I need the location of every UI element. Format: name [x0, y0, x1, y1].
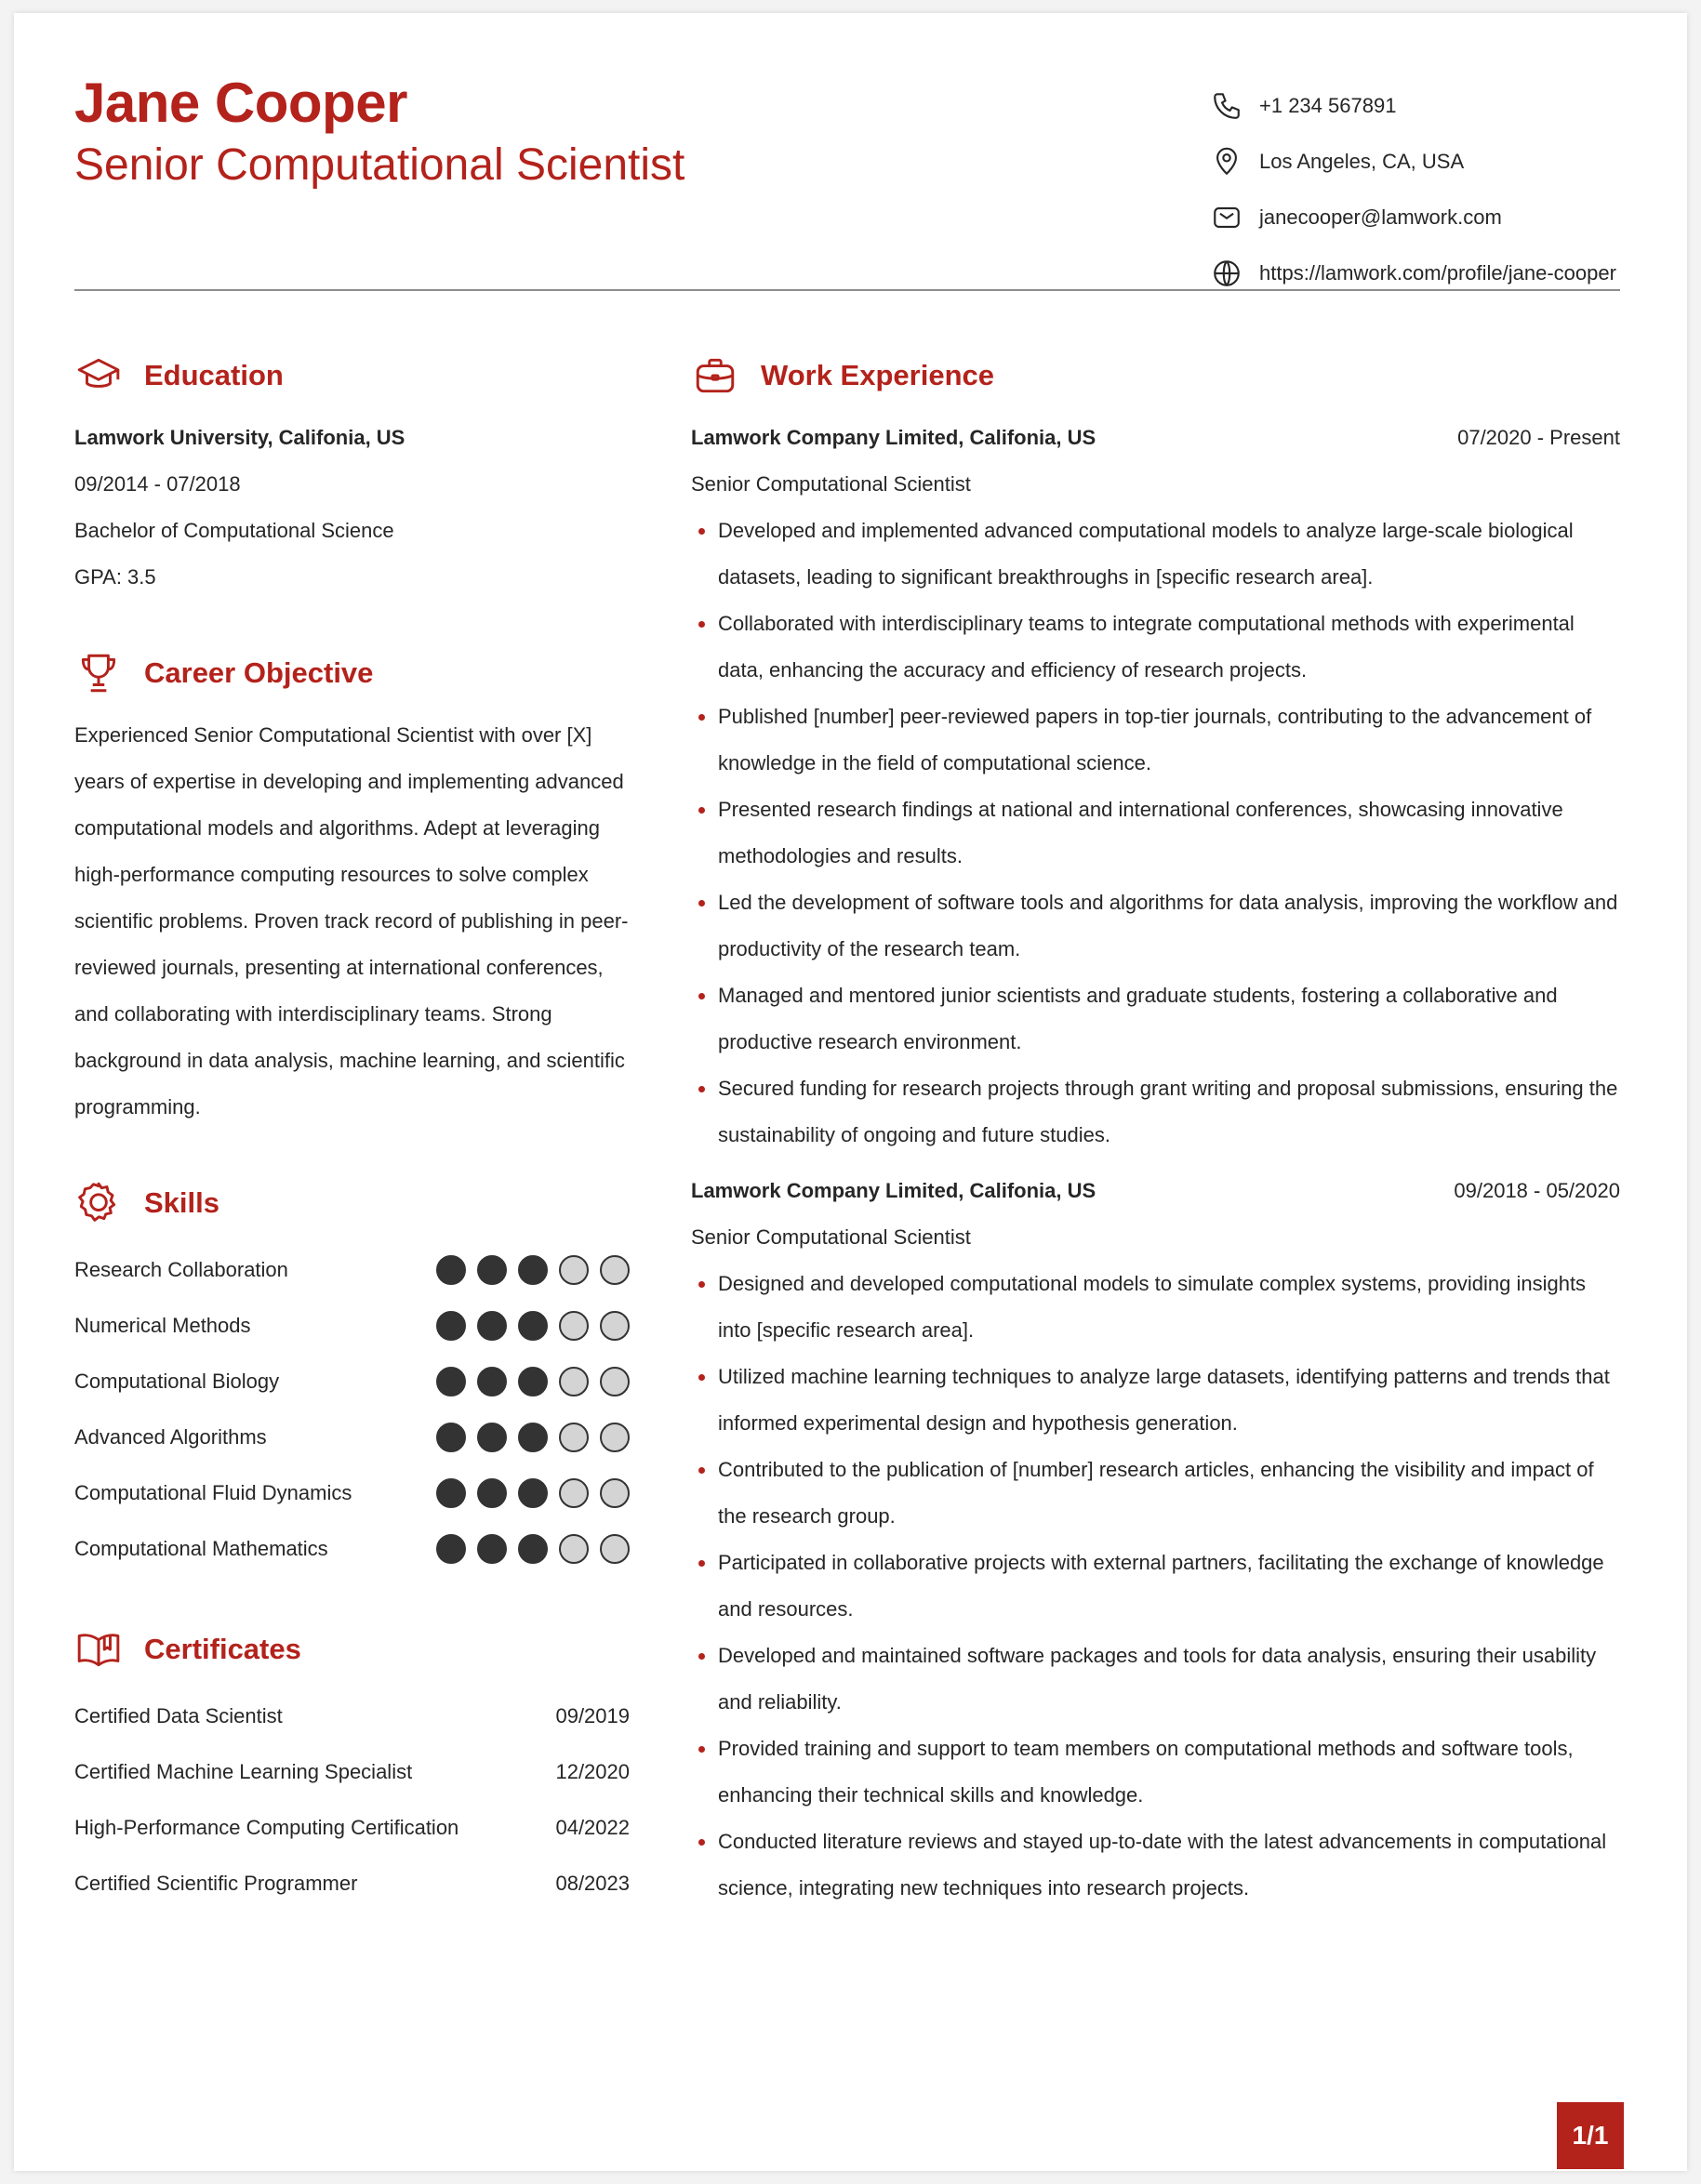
rating-dot-filled	[477, 1478, 507, 1508]
website-link[interactable]: https://lamwork.com/profile/jane-cooper	[1259, 261, 1616, 285]
certificate-row	[74, 1744, 630, 1800]
job-bullet: Contributed to the publication of [number] research articles, enhancing the visibility and impact of the research group.	[691, 1447, 1620, 1540]
skill-rating	[436, 1423, 630, 1452]
candidate-role: Senior Computational Scientist	[74, 140, 685, 190]
skill-row	[74, 1521, 630, 1577]
trophy-icon	[74, 649, 123, 697]
job-position: Senior Computational Scientist	[691, 472, 971, 496]
job-bullet: Presented research findings at national and international conferences, showcasing innovative methodologies and results.	[691, 787, 1620, 880]
certificate-date: 12/2020	[555, 1760, 630, 1783]
skills-title: Skills	[144, 1186, 219, 1219]
candidate-name: Jane Cooper	[74, 72, 407, 134]
job-position: Senior Computational Scientist	[691, 1225, 971, 1249]
skills-heading	[74, 1175, 630, 1231]
job-bullet: Developed and implemented advanced computational models to analyze large-scale biological datasets, leading to significant breakthroughs in [specific research area].	[691, 508, 1620, 601]
rating-dot-empty	[600, 1534, 630, 1564]
rating-dot-empty	[559, 1478, 589, 1508]
rating-dot-filled	[436, 1311, 466, 1341]
briefcase-icon	[691, 351, 739, 400]
certificate-name: High-Performance Computing Certification	[74, 1816, 459, 1839]
certificates-title: Certificates	[144, 1633, 301, 1665]
skill-row	[74, 1354, 630, 1410]
rating-dot-filled	[477, 1534, 507, 1564]
resume-page	[14, 13, 1687, 2171]
open-book-icon	[74, 1625, 123, 1674]
globe-icon	[1209, 256, 1244, 291]
job-entry	[691, 1168, 1620, 1912]
location-text: Los Angeles, CA, USA	[1259, 150, 1465, 173]
rating-dot-filled	[477, 1311, 507, 1341]
rating-dot-filled	[436, 1423, 466, 1452]
job-bullet: Developed and maintained software packages and tools for data analysis, ensuring their usability and reliability.	[691, 1633, 1620, 1726]
job-bullet: Provided training and support to team members on computational methods and software tools, enhancing their technical skills and knowledge.	[691, 1726, 1620, 1819]
contact-phone	[1209, 78, 1616, 134]
job-company: Lamwork Company Limited, Califonia, US	[691, 1179, 1096, 1202]
skill-row	[74, 1410, 630, 1465]
career-objective-text: Experienced Senior Computational Scientist with over [X] years of expertise in developing and implementing advanced computational models and algorithms. Adept at leveraging high-performance computing resources to solve complex scientific problems. Proven track record of publishing in peer-reviewed journals, presenting at international conferences, and collaborating with interdisciplinary teams. Strong background in data analysis, machine learning, and scientific programming.	[74, 723, 629, 1118]
left-column	[74, 348, 630, 1912]
mail-icon	[1209, 200, 1244, 235]
contact-location	[1209, 134, 1616, 190]
job-bullets	[691, 508, 1620, 1158]
header-divider	[74, 289, 1620, 291]
career-objective-title: Career Objective	[144, 656, 374, 689]
skill-row	[74, 1298, 630, 1354]
skill-name: Computational Mathematics	[74, 1537, 328, 1560]
jobs-list	[691, 415, 1620, 1912]
certificate-row	[74, 1688, 630, 1744]
job-bullet: Collaborated with interdisciplinary teams to integrate computational methods with experimental data, enhancing the accuracy and efficiency of research projects.	[691, 601, 1620, 694]
job-bullet: Conducted literature reviews and stayed up-to-date with the latest advancements in computational science, integrating new techniques into research projects.	[691, 1819, 1620, 1912]
rating-dot-empty	[559, 1255, 589, 1285]
certificates-section	[74, 1621, 630, 1912]
career-objective-heading	[74, 645, 630, 701]
rating-dot-empty	[559, 1311, 589, 1341]
phone-icon	[1209, 88, 1244, 124]
rating-dot-empty	[600, 1423, 630, 1452]
rating-dot-filled	[477, 1423, 507, 1452]
rating-dot-filled	[436, 1367, 466, 1396]
certificate-row	[74, 1856, 630, 1912]
career-objective-section	[74, 645, 630, 1131]
rating-dot-filled	[518, 1255, 548, 1285]
skill-name: Research Collaboration	[74, 1258, 288, 1281]
job-bullet: Designed and developed computational models to simulate complex systems, providing insights into [specific research area].	[691, 1261, 1620, 1354]
job-dates: 09/2018 - 05/2020	[1454, 1179, 1620, 1202]
email-text[interactable]: janecooper@lamwork.com	[1259, 205, 1502, 229]
phone-text: +1 234 567891	[1259, 94, 1397, 117]
gear-icon	[74, 1179, 123, 1227]
contact-email	[1209, 190, 1616, 245]
job-bullet: Managed and mentored junior scientists and graduate students, fostering a collaborative and productive research environment.	[691, 973, 1620, 1066]
skill-rating	[436, 1367, 630, 1396]
rating-dot-filled	[518, 1423, 548, 1452]
skill-name: Advanced Algorithms	[74, 1425, 267, 1449]
education-heading	[74, 348, 630, 404]
education-gpa: GPA: 3.5	[74, 565, 156, 589]
skill-rating	[436, 1311, 630, 1341]
job-header	[691, 415, 1620, 461]
certificate-name: Certified Data Scientist	[74, 1704, 283, 1727]
certificate-date: 08/2023	[555, 1872, 630, 1895]
rating-dot-empty	[600, 1255, 630, 1285]
certificates-list	[74, 1688, 630, 1912]
education-section	[74, 348, 630, 601]
certificate-date: 04/2022	[555, 1816, 630, 1839]
right-column	[691, 348, 1620, 1912]
education-school: Lamwork University, Califonia, US	[74, 426, 405, 449]
job-company: Lamwork Company Limited, Califonia, US	[691, 426, 1096, 449]
page-indicator: 1/1	[1557, 2102, 1624, 2169]
job-bullet: Utilized machine learning techniques to analyze large datasets, identifying patterns and trends that informed experimental design and hypothesis generation.	[691, 1354, 1620, 1447]
job-entry	[691, 415, 1620, 1158]
job-bullets	[691, 1261, 1620, 1912]
job-bullet: Participated in collaborative projects with external partners, facilitating the exchange of knowledge and resources.	[691, 1540, 1620, 1633]
contact-website	[1209, 245, 1616, 301]
skill-name: Computational Fluid Dynamics	[74, 1481, 352, 1504]
skill-row	[74, 1242, 630, 1298]
skill-rating	[436, 1478, 630, 1508]
contact-block	[1209, 78, 1616, 301]
rating-dot-empty	[559, 1423, 589, 1452]
certificates-heading	[74, 1621, 630, 1677]
job-header	[691, 1168, 1620, 1214]
rating-dot-filled	[518, 1311, 548, 1341]
education-dates: 09/2014 - 07/2018	[74, 472, 241, 496]
certificate-row	[74, 1800, 630, 1856]
rating-dot-filled	[518, 1478, 548, 1508]
certificate-name: Certified Machine Learning Specialist	[74, 1760, 413, 1783]
skill-rating	[436, 1534, 630, 1564]
education-degree: Bachelor of Computational Science	[74, 519, 394, 542]
rating-dot-filled	[477, 1255, 507, 1285]
map-pin-icon	[1209, 144, 1244, 179]
certificate-date: 09/2019	[555, 1704, 630, 1727]
rating-dot-empty	[559, 1367, 589, 1396]
skill-name: Computational Biology	[74, 1370, 280, 1393]
skill-row	[74, 1465, 630, 1521]
rating-dot-empty	[600, 1478, 630, 1508]
certificate-name: Certified Scientific Programmer	[74, 1872, 358, 1895]
rating-dot-filled	[518, 1367, 548, 1396]
job-dates: 07/2020 - Present	[1457, 426, 1620, 449]
skill-rating	[436, 1255, 630, 1285]
skill-name: Numerical Methods	[74, 1314, 251, 1337]
graduation-cap-icon	[74, 351, 123, 400]
job-bullet: Led the development of software tools and algorithms for data analysis, improving the workflow and productivity of the research team.	[691, 880, 1620, 973]
education-title: Education	[144, 359, 284, 391]
rating-dot-filled	[436, 1534, 466, 1564]
rating-dot-empty	[600, 1367, 630, 1396]
rating-dot-filled	[477, 1367, 507, 1396]
skills-section	[74, 1175, 630, 1577]
job-bullet: Secured funding for research projects through grant writing and proposal submissions, ensuring the sustainability of ongoing and future studies.	[691, 1066, 1620, 1158]
work-experience-title: Work Experience	[761, 359, 994, 391]
skills-list	[74, 1242, 630, 1577]
rating-dot-filled	[518, 1534, 548, 1564]
job-bullet: Published [number] peer-reviewed papers in top-tier journals, contributing to the advancement of knowledge in the field of computational science.	[691, 694, 1620, 787]
rating-dot-filled	[436, 1478, 466, 1508]
rating-dot-empty	[600, 1311, 630, 1341]
rating-dot-empty	[559, 1534, 589, 1564]
rating-dot-filled	[436, 1255, 466, 1285]
work-experience-heading	[691, 348, 1620, 404]
